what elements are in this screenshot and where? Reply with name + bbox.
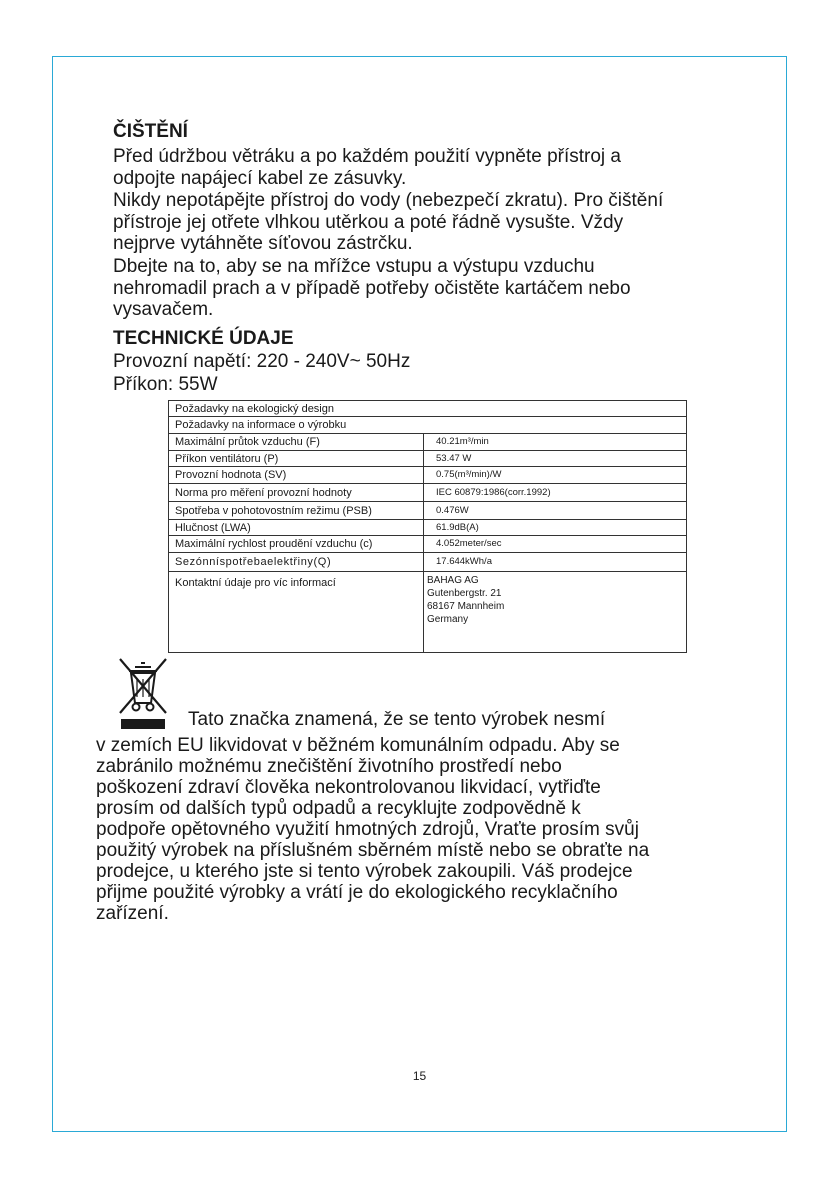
- power-spec: Příkon: 55W: [113, 374, 218, 395]
- address-line: Gutenbergstr. 21: [427, 588, 502, 599]
- text-line: nehromadil prach a v případě potřeby očistěte kartáčem nebo: [113, 277, 631, 299]
- text-line: Nikdy nepotápějte přístroj do vody (nebezpečí zkratu). Pro čištění: [113, 190, 664, 211]
- cleaning-paragraph-1: [113, 146, 763, 189]
- table-cell-label: Norma pro měření provozní hodnoty: [169, 484, 424, 502]
- ecodesign-table: [168, 400, 687, 653]
- table-cell-label: Provozní hodnota (SV): [169, 467, 424, 484]
- text-line: odpojte napájecí kabel ze zásuvky.: [113, 167, 407, 189]
- contact-address: [424, 572, 687, 653]
- text-line: prodejce, u kterého jste si tento výrobek zakoupili. Váš prodejce: [96, 861, 633, 882]
- recycling-paragraph: [96, 735, 756, 924]
- text-line: v zemích EU likvidovat v běžném komunálním odpadu. Aby se: [96, 735, 620, 756]
- table-cell-value: IEC 60879:1986(corr.1992): [424, 484, 687, 502]
- table-cell-label: Hlučnost (LWA): [169, 520, 424, 536]
- crossed-out-wheelie-bin-icon: [117, 657, 169, 731]
- recycling-text-first-line: Tato značka znamená, že se tento výrobek nesmí: [188, 709, 606, 730]
- table-header-row: Požadavky na informace o výrobku: [169, 417, 687, 434]
- cleaning-paragraph-2: [113, 190, 763, 255]
- table-cell-value: 0.476W: [424, 502, 687, 520]
- text-line: podpoře opětovného využití hmotných zdrojů, Vraťte prosím svůj: [96, 819, 639, 840]
- voltage-spec: Provozní napětí: 220 - 240V~ 50Hz: [113, 351, 411, 372]
- text-line: nejprve vytáhněte síťovou zástrčku.: [113, 233, 413, 254]
- text-line: zařízení.: [96, 903, 169, 924]
- text-line: prosím od dalších typů odpadů a recyklujte zodpovědně k: [96, 798, 581, 819]
- table-cell-label: Příkon ventilátoru (P): [169, 451, 424, 467]
- text-line: přístroje jej otřete vlhkou utěrkou a poté řádně vysušte. Vždy: [113, 211, 624, 233]
- text-line: zabránilo možnému znečištění životního prostředí nebo: [96, 756, 562, 777]
- table-cell-label: Sezónníspotřebaelektřiny(Q): [169, 553, 424, 572]
- text-line: poškození zdraví člověka nekontrolovanou likvidací, vytřiďte: [96, 777, 601, 798]
- table-header-row: Požadavky na ekologický design: [169, 401, 687, 417]
- page-number: 15: [412, 1069, 427, 1083]
- table-cell-label: Kontaktní údaje pro víc informací: [169, 572, 424, 653]
- table-cell-value: 0.75(m³/min)/W: [424, 467, 687, 484]
- address-line: Germany: [427, 614, 469, 625]
- table-cell-label: Maximální rychlost proudění vzduchu (c): [169, 536, 424, 553]
- text-line: Dbejte na to, aby se na mřížce vstupu a výstupu vzduchu: [113, 256, 595, 277]
- table-cell-label: Spotřeba v pohotovostním režimu (PSB): [169, 502, 424, 520]
- text-line: přijme použité výrobky a vrátí je do ekologického recyklačního: [96, 882, 618, 903]
- cleaning-heading: ČIŠTĚNÍ: [113, 121, 188, 142]
- text-line: vysavačem.: [113, 299, 214, 320]
- table-cell-value: 40.21m³/min: [424, 434, 687, 451]
- table-cell-value: 4.052meter/sec: [424, 536, 687, 553]
- address-line: BAHAG AG: [427, 575, 479, 586]
- table-cell-value: 17.644kWh/a: [424, 553, 687, 572]
- table-cell-label: Maximální průtok vzduchu (F): [169, 434, 424, 451]
- text-line: Před údržbou větráku a po každém použití vypněte přístroj a: [113, 146, 621, 167]
- technical-heading: TECHNICKÉ ÚDAJE: [113, 328, 294, 349]
- table-cell-value: 53.47 W: [424, 451, 687, 467]
- cleaning-paragraph-3: [113, 256, 763, 321]
- table-cell-value: 61.9dB(A): [424, 520, 687, 536]
- text-line: použitý výrobek na příslušném sběrném místě nebo se obraťte na: [96, 840, 650, 861]
- address-line: 68167 Mannheim: [427, 601, 505, 612]
